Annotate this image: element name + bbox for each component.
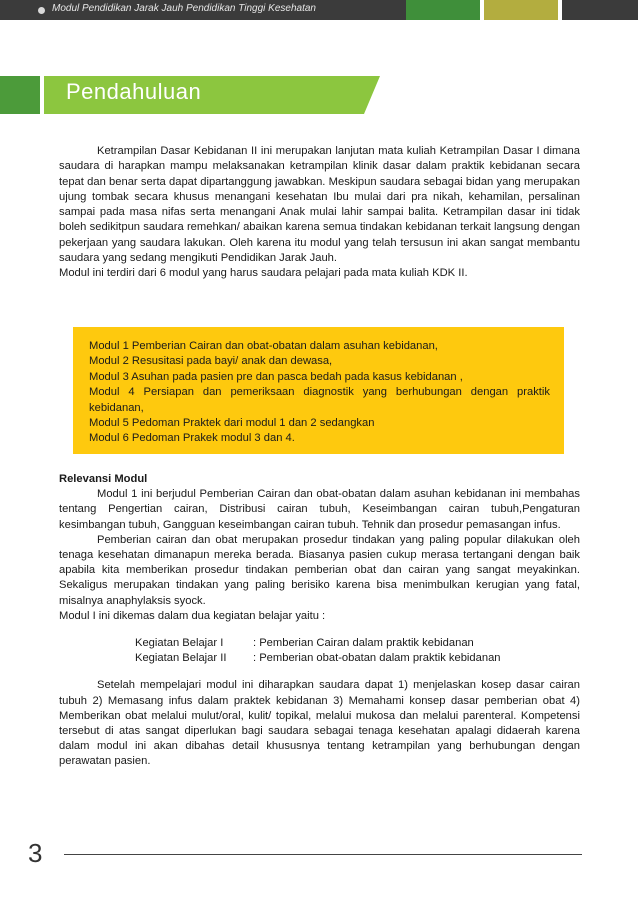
module-item: Modul 4 Persiapan dan pemeriksaan diagnostik yang berhubungan dengan praktik kebidanan, [89, 386, 550, 414]
page-number: 3 [28, 838, 43, 868]
header-title-band [0, 0, 406, 20]
module-item: Modul 5 Pedoman Praktek dari modul 1 dan 2 sedangkan [89, 417, 375, 430]
header-green-block [406, 0, 480, 20]
body-paragraph: Setelah mempelajari modul ini diharapkan saudara dapat 1) menjelaskan kosep dasar cairan tubuh 2) Memasang infus dalam praktek kebidanan 3) Memahami konsep dasar pemberian obat 4) Memberikan obat melalui mulut/oral, kulit/ topikal, melalui mukosa dan melalui parenteral. Kompetensi tersebut di atas sangat diperlukan bagi saudara sebagai tenaga kesehatan apalagi didaerah karena dalam modul ini akan dibahas detail khususnya tentang ketrampilan yang berhubungan dengan perawatan pasien. [59, 679, 580, 768]
section-title: Pendahuluan [66, 79, 202, 104]
relevansi-section [59, 472, 580, 770]
module-list [73, 327, 564, 447]
kegiatan-list [135, 636, 580, 666]
kegiatan-label: Kegiatan Belajar I [135, 637, 224, 650]
module-item: Modul 3 Asuhan pada pasien pre dan pasca bedah pada kasus kebidanan , [89, 370, 463, 383]
kegiatan-row [135, 636, 580, 651]
intro-paragraph: Modul ini terdiri dari 6 modul yang harus saudara pelajari pada mata kuliah KDK II. [59, 267, 468, 280]
kegiatan-desc: : Pemberian Cairan dalam praktik kebidanan [253, 637, 474, 650]
section-heading: Relevansi Modul [59, 473, 148, 485]
header-dark-block [562, 0, 638, 20]
body-paragraph: Modul 1 ini berjudul Pemberian Cairan dan obat-obatan dalam asuhan kebidanan ini membahas tentang Pengertian cairan, Distribusi cairan tubuh, Keseimbangan cairan tubuh,Pengaturan kesimbangan tubuh, Gangguan keseimbangan cairan tubuh. Tehnik dan prosedur pemasangan infus. [59, 488, 580, 531]
footer-divider [64, 854, 582, 855]
intro-section [59, 144, 580, 282]
module-item: Modul 2 Resusitasi pada bayi/ anak dan dewasa, [89, 355, 333, 368]
section-banner [0, 76, 380, 114]
header-title: Modul Pendidikan Jarak Jauh Pendidikan Tinggi Kesehatan [52, 3, 316, 14]
module-list-box [73, 327, 564, 454]
intro-paragraph: Ketrampilan Dasar Kebidanan II ini merupakan lanjutan mata kuliah Ketrampilan Dasar I dimana saudara di harapkan mampu melaksanakan ketrampilan klinik dasar dalam praktik kebidanan secara tepat dan benar serta dapat dipartanggung jawabkan. Meskipun saudara sebagai bidan yang merupakan ujung tombak secara khusus menangani kesehatan Ibu mulai dari pra nikah, kehamilan, persalinan sampai pada masa nifas serta menangani Anak mulai lahir sampai balita. Ketrampilan dasar ini tidak boleh sedikitpun saudara remehkan/ abaikan karena semua tindakan kebidanan terkait langsung dengan pekerjaan yang saudara lakukan. Oleh karena itu modul yang telah tersusun ini akan sangat membantu saudara yang sedang mengikuti Pendidikan Jarak Jauh. [59, 145, 580, 265]
body-paragraph: Pemberian cairan dan obat merupakan prosedur tindakan yang paling popular dilakukan oleh tenaga kesehatan dimanapun mereka berada. Biasanya pasien cukup merasa tertangani dengan baik apabila kita memberikan prosedur tindakan pemberian obat dan cairan yang sangat meyakinkan. Sekaligus merupakan tindakan yang paling berisiko karena bisa menimbulkan kerugian yang fatal, misalnya anaphylaksis syock. [59, 533, 580, 607]
bullet-icon [38, 7, 45, 14]
header-olive-block [484, 0, 558, 20]
kegiatan-row [135, 651, 580, 666]
kegiatan-desc: : Pemberian obat-obatan dalam praktik kebidanan [253, 652, 501, 665]
module-item: Modul 1 Pemberian Cairan dan obat-obatan dalam asuhan kebidanan, [89, 340, 438, 352]
module-item: Modul 6 Pedoman Prakek modul 3 dan 4. [89, 432, 295, 445]
kegiatan-label: Kegiatan Belajar II [135, 652, 227, 665]
page-header [0, 0, 638, 20]
body-paragraph: Modul I ini dikemas dalam dua kegiatan belajar yaitu : [59, 609, 326, 622]
